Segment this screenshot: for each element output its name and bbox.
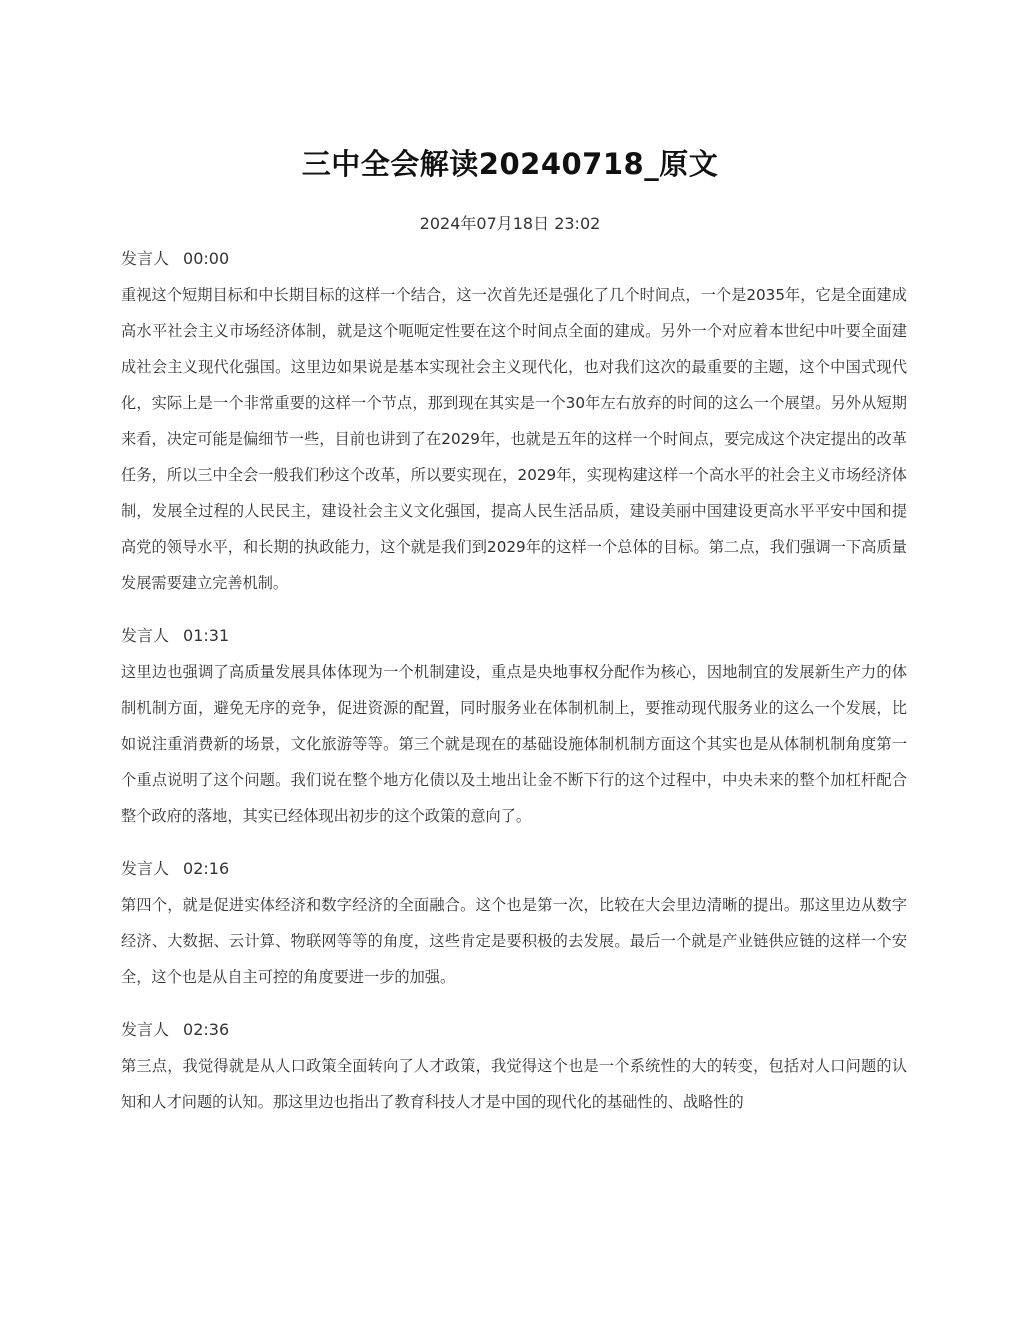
- document-title: 三中全会解读20240718_原文: [301, 147, 719, 181]
- speaker-line: [121, 623, 907, 649]
- speaker-line: [121, 246, 907, 272]
- segment-timestamp: 00:00: [183, 249, 230, 268]
- segment-timestamp: 02:36: [183, 1020, 230, 1039]
- segment-timestamp: 02:16: [183, 859, 230, 878]
- segment-timestamp: 01:31: [183, 626, 230, 645]
- segment-text: 重视这个短期目标和中长期目标的这样一个结合，这一次首先还是强化了几个时间点，一个是2035年，它是全面建成高水平社会主义市场经济体制，就是这个呃呃定性要在这个时间点全面的建成。另外一个对应着本世纪中叶要全面建成社会主义现代化强国。这里边如果说是基本实现社会主义现代化，也对我们这次的最重要的主题，这个中国式现代化，实际上是一个非常重要的这样一个节点，那到现在其实是一个30年左右放弃的时间的这么一个展望。另外从短期来看，决定可能是偏细节一些，目前也讲到了在2029年，也就是五年的这样一个时间点，要完成这个决定提出的改革任务，所以三中全会一般我们秒这个改革，所以要实现在，2029年，实现构建这样一个高水平的社会主义市场经济体制，发展全过程的人民民主，建设社会主义文化强国，提高人民生活品质，建设美丽中国建设更高水平平安中国和提高党的领导水平，和长期的执政能力，这个就是我们到2029年的这样一个总体的目标。第二点，我们强调一下高质量发展需要建立完善机制。: [121, 286, 907, 592]
- segment-text: 第四个，就是促进实体经济和数字经济的全面融合。这个也是第一次，比较在大会里边清晰的提出。那这里边从数字经济、大数据、云计算、物联网等等的角度，这些肯定是要积极的去发展。最后一个就是产业链供应链的这样一个安全，这个也是从自主可控的角度要进一步的加强。: [121, 896, 907, 986]
- speaker-name: 发言人: [121, 626, 170, 645]
- segment-text: 这里边也强调了高质量发展具体体现为一个机制建设，重点是央地事权分配作为核心，因地制宜的发展新生产力的体制机制方面，避免无序的竞争，促进资源的配置，同时服务业在体制机制上，要推动现代服务业的这么一个发展，比如说注重消费新的场景，文化旅游等等。第三个就是现在的基础设施体制机制方面这个其实也是从体制机制角度第一个重点说明了这个问题。我们说在整个地方化债以及土地出让金不断下行的这个过程中，中央未来的整个加杠杆配合整个政府的落地，其实已经体现出初步的这个政策的意向了。: [121, 663, 907, 825]
- speaker-line: [121, 856, 907, 882]
- transcript: [121, 246, 907, 1142]
- speaker-name: 发言人: [121, 859, 170, 878]
- transcript-segment: [121, 246, 907, 601]
- transcript-segment: [121, 1017, 907, 1120]
- transcript-segment: [121, 856, 907, 995]
- transcript-segment: [121, 623, 907, 834]
- segment-text: 第三点，我觉得就是从人口政策全面转向了人才政策，我觉得这个也是一个系统性的大的转变，包括对人口问题的认知和人才问题的认知。那这里边也指出了教育科技人才是中国的现代化的基础性的、战略性的: [121, 1057, 907, 1111]
- document-date: 2024年07月18日 23:02: [419, 214, 601, 233]
- speaker-name: 发言人: [121, 249, 170, 268]
- speaker-line: [121, 1017, 907, 1043]
- speaker-name: 发言人: [121, 1020, 170, 1039]
